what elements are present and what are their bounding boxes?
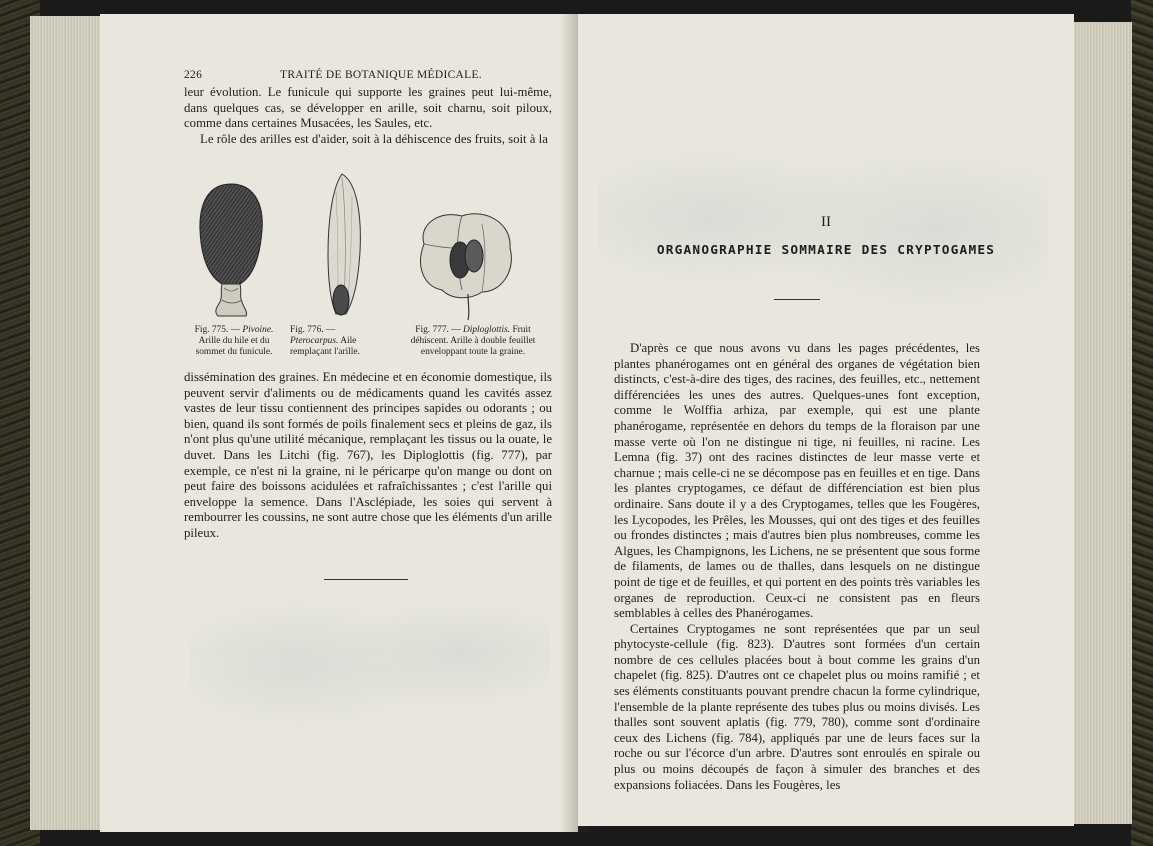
caption-fig-name: Pivoine. <box>242 325 274 335</box>
caption-fig-777 <box>398 325 548 358</box>
caption-fig-775 <box>186 325 282 358</box>
paragraph: Le rôle des arilles est d'aider, soit à la déhiscence des fruits, soit à la <box>200 131 548 146</box>
figure-776-winged-seed-illustration <box>322 172 366 322</box>
text-bottom <box>184 370 552 542</box>
caption-fig-776 <box>290 325 382 358</box>
page-edges-left <box>30 16 102 830</box>
caption-fig-label: Fig. 776. — <box>290 325 336 335</box>
running-title: TRAITÉ DE BOTANIQUE MÉDICALE. <box>280 69 482 81</box>
text-top <box>184 85 552 147</box>
left-page <box>100 14 578 832</box>
right-page <box>578 14 1074 826</box>
caption-fig-label: Fig. 777. — <box>415 325 463 335</box>
paragraph: leur évolution. Le funicule qui supporte les graines peut lui-même, dans quelques cas, se développer en arille, soit charnu, soit piloux, comme dans certaines Musacées, les Saules, etc. <box>184 85 552 131</box>
section-rule <box>774 299 820 300</box>
figure-777-dehiscent-fruit-illustration <box>412 204 520 324</box>
page-number: 226 <box>184 69 203 81</box>
page-edges-right <box>1072 22 1132 824</box>
caption-fig-text: Aile remplaçant l'arille. <box>290 336 360 357</box>
section-number: II <box>821 214 831 230</box>
figure-775-peony-seed-illustration <box>196 180 266 322</box>
caption-fig-text: Arille du hile et du sommet du funicule. <box>195 336 273 357</box>
caption-fig-text: Fruit déhiscent. Arille à double feuillet enveloppant toute la graine. <box>410 325 536 357</box>
caption-fig-name: Pterocarpus. <box>290 336 339 346</box>
show-through-shadow <box>598 74 1048 334</box>
show-through-shadow <box>190 544 550 744</box>
paragraph: dissémination des graines. En médecine et en économie domestique, ils peuvent servir d'aliments ou de médicaments quand les cavités assez vastes de leur tissu contiennent des principes sapides ou odorants ; ou bien, quand ils sont formés de poils finalement secs et pleins de gaz, ils n'ont plus qu'une utilité mécanique, remplaçant les tissus ou la ouate, le duvet. Dans les Litchi (fig. 767), les Diploglottis (fig. 777), par exemple, ce n'est ni la graine, ni le péricarpe qu'on mange ou dont on peut faire des boissons acidulées et rafraîchissantes ; c'est l'arille qui enveloppe la semence. Dans l'Asclépiade, les soies qui servent à rembourrer les coussins, ne sont autre chose que les éléments d'un arille pileux. <box>184 370 552 540</box>
caption-fig-label: Fig. 775. — <box>194 325 243 335</box>
section-title: ORGANOGRAPHIE SOMMAIRE DES CRYPTOGAMES <box>656 243 996 258</box>
book-cover-right <box>1131 0 1153 846</box>
body-text <box>614 341 980 793</box>
paragraph: D'après ce que nous avons vu dans les pages précédentes, les plantes phanérogames ont en général des organes de végétation bien distincts, c'est-à-dire des tiges, des racines, des feuilles, etc., nettement différenciées les unes des autres. Quelques-unes font exception, comme le Wolffia arhiza, par exemple, qui est une plante phanérogame, représentée en dehors du temps de la floraison par une masse verte où l'on ne distingue ni tige, ni feuilles, ni racine. Les Lemna (fig. 37) ont des racines distinctes de leur masse verte et charnue ; mais celle-ci ne se décompose pas en feuilles et en tige. Dans les plantes cryptogames, ce défaut de différenciation est bien plus ordinaire. Sans doute il y a des Cryptogames, telles que les Fougères, les Lycopodes, les Prêles, les Mousses, qui ont des tiges et des feuilles ou frondes distinctes ; mais d'autres bien plus nombreuses, comme les Algues, les Champignons, les Lichens, ne se présentent que sous forme de filaments, de lames ou de thalles, dans lesquels on ne distingue point de tige et de feuilles, et qui portent en des points très variables les organes de reproduction. Ceux-ci ne consistent pas en fleurs semblables à celles des Phanérogames. <box>614 341 980 621</box>
caption-fig-name: Diploglottis. <box>462 325 511 335</box>
paragraph: Certaines Cryptogames ne sont représentées que par un seul phytocyste-cellule (fig. 823). D'autres sont formées d'un certain nombre de ces cellules placées bout à bout comme les grains d'un chapelet (fig. 825). D'autres ont ce chapelet plus ou moins ramifié ; et ses éléments constituants pouvant prendre chacun la forme cylindrique, l'ensemble de la plante représente des tubes plus ou moins divisés. Les thalles sont souvent aplatis (fig. 779, 780), comme sont d'ordinaire ceux des Lichens (fig. 784), appliqués par une de leurs faces sur la roche ou sur l'écorce d'un arbre. D'autres sont enroulés en spirale ou plus ou moins découpés de façon à simuler des branches et des expansions foliacées. Dans les Fougères, les <box>614 621 980 792</box>
